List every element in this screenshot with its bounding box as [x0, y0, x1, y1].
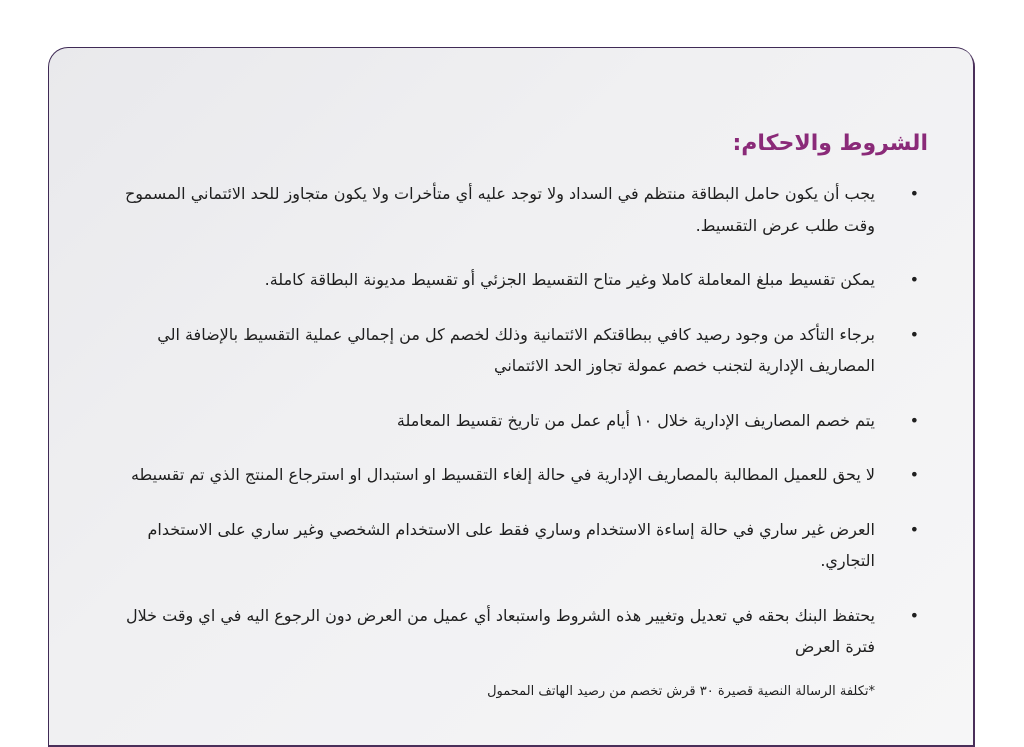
bullet-icon: • [909, 410, 919, 430]
list-item [119, 178, 919, 241]
term-text: يحتفظ البنك بحقه في تعديل وتغيير هذه الشروط واستبعاد أي عميل من العرض دون الرجوع اليه في اي وقت خلال فترة العرض [125, 605, 875, 656]
list-item [119, 319, 919, 382]
list-item [119, 459, 919, 491]
term-text: يجب أن يكون حامل البطاقة منتظم في السداد ولا توجد عليه أي متأخرات ولا يكون متجاوز للحد الائتماني المسموح وقت طلب عرض التقسيط. [124, 184, 875, 235]
terms-content [119, 128, 928, 702]
bullet-icon: • [909, 270, 919, 289]
term-text: يتم خصم المصاريف الإدارية خلال ١٠ أيام عمل من تاريخ تقسيط المعاملة [396, 410, 875, 430]
list-item [119, 514, 919, 577]
bullet-icon: • [909, 605, 919, 625]
terms-list [119, 178, 919, 663]
list-item [119, 600, 919, 663]
bullet-icon: • [909, 184, 919, 203]
footnote: *تكلفة الرسالة النصية قصيرة ٣٠ قرش تخصم من رصيد الهاتف المحمول [487, 683, 875, 699]
list-item [119, 405, 919, 437]
list-item [119, 264, 919, 296]
bullet-icon: • [909, 465, 919, 484]
bullet-icon: • [909, 519, 919, 539]
term-text: لا يحق للعميل المطالبة بالمصاريف الإدارية في حالة إلغاء التقسيط او استبدال او استرجاع المنتج الذي تم تقسيطه [130, 465, 875, 484]
term-text: يمكن تقسيط مبلغ المعاملة كاملا وغير متاح التقسيط الجزئي أو تقسيط مديونة البطاقة كاملة. [264, 270, 875, 289]
bullet-icon: • [909, 324, 919, 344]
term-text: برجاء التأكد من وجود رصيد كافي ببطاقتكم الائتمانية وذلك لخصم كل من إجمالي عملية التقسيط بالإضافة الي المصاريف الإدارية لتجنب خصم عمولة تجاوز الحد الائتماني [157, 324, 875, 375]
terms-card [48, 47, 975, 747]
term-text: العرض غير ساري في حالة إساءة الاستخدام وساري فقط على الاستخدام الشخصي وغير ساري على الاستخدام التجاري. [147, 519, 875, 570]
section-title: الشروط والاحكام: [732, 131, 928, 156]
